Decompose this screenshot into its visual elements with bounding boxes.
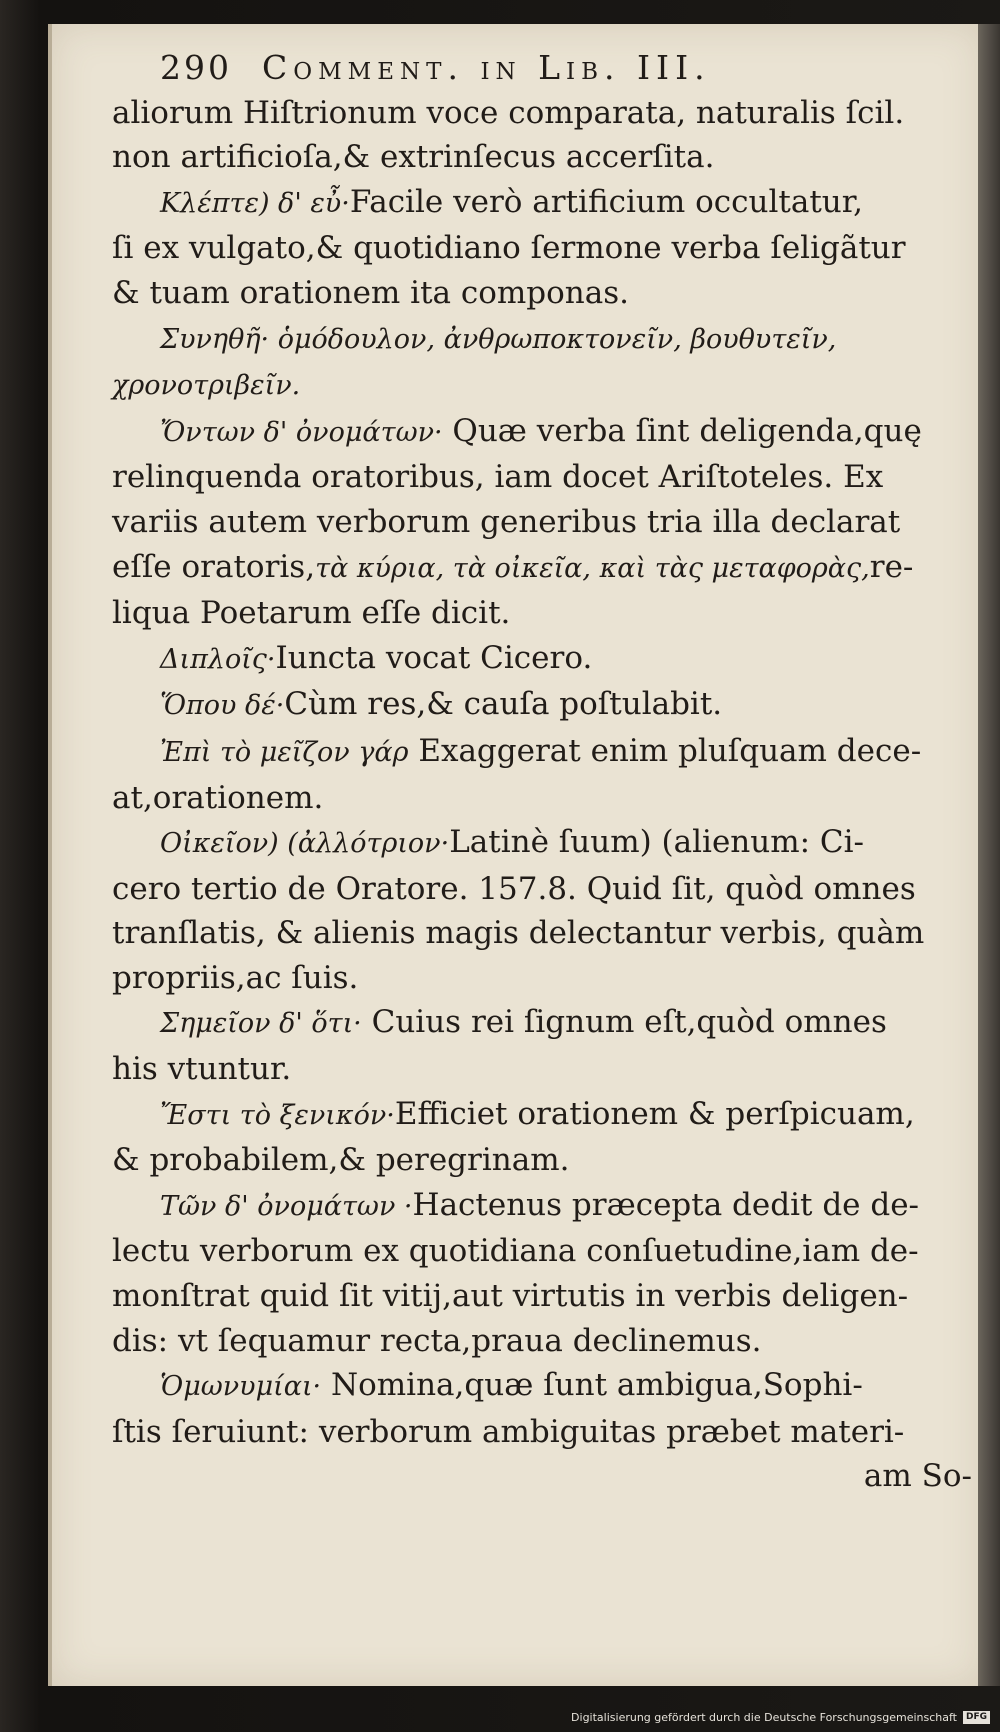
latin-text: ſtis ſeruiunt: verborum ambiguitas præbet materi- — [112, 1413, 905, 1450]
text-line — [112, 911, 972, 956]
text-line — [112, 226, 972, 271]
greek-lemma: Συνηθῆ· ὁμόδουλον, ἀνθρωποκτονεῖν, βουθυτεῖν, — [160, 323, 837, 355]
latin-text: propriis,ac ſuis. — [112, 959, 359, 996]
text-line — [112, 316, 972, 363]
greek-lemma: Ὅπου δέ· — [160, 690, 285, 722]
credit-text: Digitalisierung gefördert durch die Deutsche Forschungsgemeinschaft — [571, 1711, 957, 1724]
text-line — [112, 867, 972, 912]
latin-text: aliorum Hiſtrionum voce comparata, naturalis ſcil. — [112, 94, 905, 131]
greek-lemma: Τῶν δ' ὀνομάτων · — [160, 1190, 413, 1222]
greek-lemma: τὰ κύρια, τὰ οἰκεῖα, καὶ τὰς μεταφορὰς, — [315, 552, 870, 584]
page-number: 290 — [160, 48, 232, 87]
latin-text: variis autem verborum generibus tria illa declarat — [112, 503, 901, 540]
latin-text: Quæ verba ſint deligenda,quę — [442, 412, 922, 449]
latin-text: tranſlatis, & alienis magis delectantur verbis, quàm — [112, 915, 925, 952]
greek-lemma: Σημεῖον δ' ὅτι· — [160, 1008, 362, 1040]
latin-text: eſſe oratoris, — [112, 548, 316, 585]
text-line — [112, 956, 972, 1001]
catchword-line — [112, 1454, 972, 1499]
text-line — [112, 1000, 972, 1047]
text-line — [112, 636, 972, 683]
text-line — [112, 820, 972, 867]
text-line — [112, 776, 972, 821]
latin-text: Cùm res,& cauſa poſtulabit. — [284, 686, 723, 723]
latin-text: relinquenda oratoribus, iam docet Ariſtoteles. Ex — [112, 459, 884, 496]
greek-lemma: Ἐπὶ τὸ μεῖζον γάρ — [160, 736, 409, 768]
latin-text: lectu verborum ex quotidiana conſuetudine,iam de- — [112, 1233, 919, 1270]
latin-text: & probabilem,& peregrinam. — [112, 1142, 570, 1179]
text-line — [112, 271, 972, 316]
text-line — [112, 1274, 972, 1319]
latin-text: Cuius rei ſignum eſt,quòd omnes — [361, 1004, 887, 1041]
latin-text: Efficiet orationem & perſpicuam, — [394, 1095, 915, 1132]
latin-text: cero tertio de Oratore. 157.8. Quid ſit, quòd omnes — [112, 870, 916, 907]
text-line — [112, 591, 972, 636]
text-line — [112, 545, 972, 592]
text-line — [112, 1092, 972, 1139]
text-line — [112, 1363, 972, 1410]
text-line — [112, 362, 972, 409]
latin-text: re- — [869, 548, 914, 585]
latin-text: Exaggerat enim pluſquam dece- — [408, 732, 922, 769]
page-edge — [978, 24, 1000, 1686]
text-lines — [112, 91, 972, 1499]
text-line — [112, 1183, 972, 1230]
latin-text: am So- — [863, 1458, 972, 1495]
digitization-credit — [571, 1711, 990, 1724]
latin-text: at,orationem. — [112, 779, 324, 816]
latin-text: & tuam orationem ita componas. — [112, 274, 630, 311]
text-line — [112, 455, 972, 500]
greek-lemma: Ὁμωνυμίαι· — [160, 1371, 322, 1403]
text-line — [112, 500, 972, 545]
greek-lemma: Οἰκεῖον) (ἀλλότριον· — [160, 828, 450, 860]
text-line — [112, 729, 972, 776]
greek-lemma: Κλέπτε) δ' εὖ· — [160, 187, 350, 219]
latin-text: Facile verò artificium occultatur, — [349, 183, 864, 220]
greek-lemma: Ὄντων δ' ὀνομάτων· — [160, 416, 443, 448]
running-title: Comment. in Lib. III. — [262, 48, 711, 87]
text-line — [112, 409, 972, 456]
running-head — [160, 46, 972, 91]
text-line — [112, 1319, 972, 1364]
text-line — [112, 1138, 972, 1183]
text-line — [112, 1229, 972, 1274]
dfg-logo: DFG — [963, 1711, 990, 1724]
greek-lemma: χρονοτριβεῖν. — [112, 370, 301, 402]
latin-text: ſi ex vulgato,& quotidiano ſermone verba ſeligãtur — [112, 230, 906, 267]
text-line — [112, 135, 972, 180]
text-line — [112, 180, 972, 227]
latin-text: Latinè ſuum) (alienum: Ci- — [449, 824, 865, 861]
greek-lemma: Ἔστι τὸ ξενικόν· — [160, 1099, 395, 1131]
text-line — [112, 682, 972, 729]
latin-text: his vtuntur. — [112, 1051, 292, 1088]
latin-text: Iuncta vocat Cicero. — [275, 639, 593, 676]
latin-text: Nomina,quæ ſunt ambigua,Sophi- — [321, 1367, 863, 1404]
latin-text: liqua Poetarum eſſe dicit. — [112, 595, 511, 632]
latin-text: non artificioſa,& extrinſecus accerſita. — [112, 139, 715, 176]
greek-lemma: Διπλοῖς· — [160, 643, 276, 675]
text-line — [112, 91, 972, 136]
latin-text: Hactenus præcepta dedit de de- — [412, 1186, 920, 1223]
text-line — [112, 1410, 972, 1455]
page-text — [112, 46, 972, 1499]
text-line — [112, 1047, 972, 1092]
latin-text: dis: vt ſequamur recta,praua declinemus. — [112, 1322, 762, 1359]
latin-text: monſtrat quid ſit vitij,aut virtutis in verbis deligen- — [112, 1278, 909, 1315]
